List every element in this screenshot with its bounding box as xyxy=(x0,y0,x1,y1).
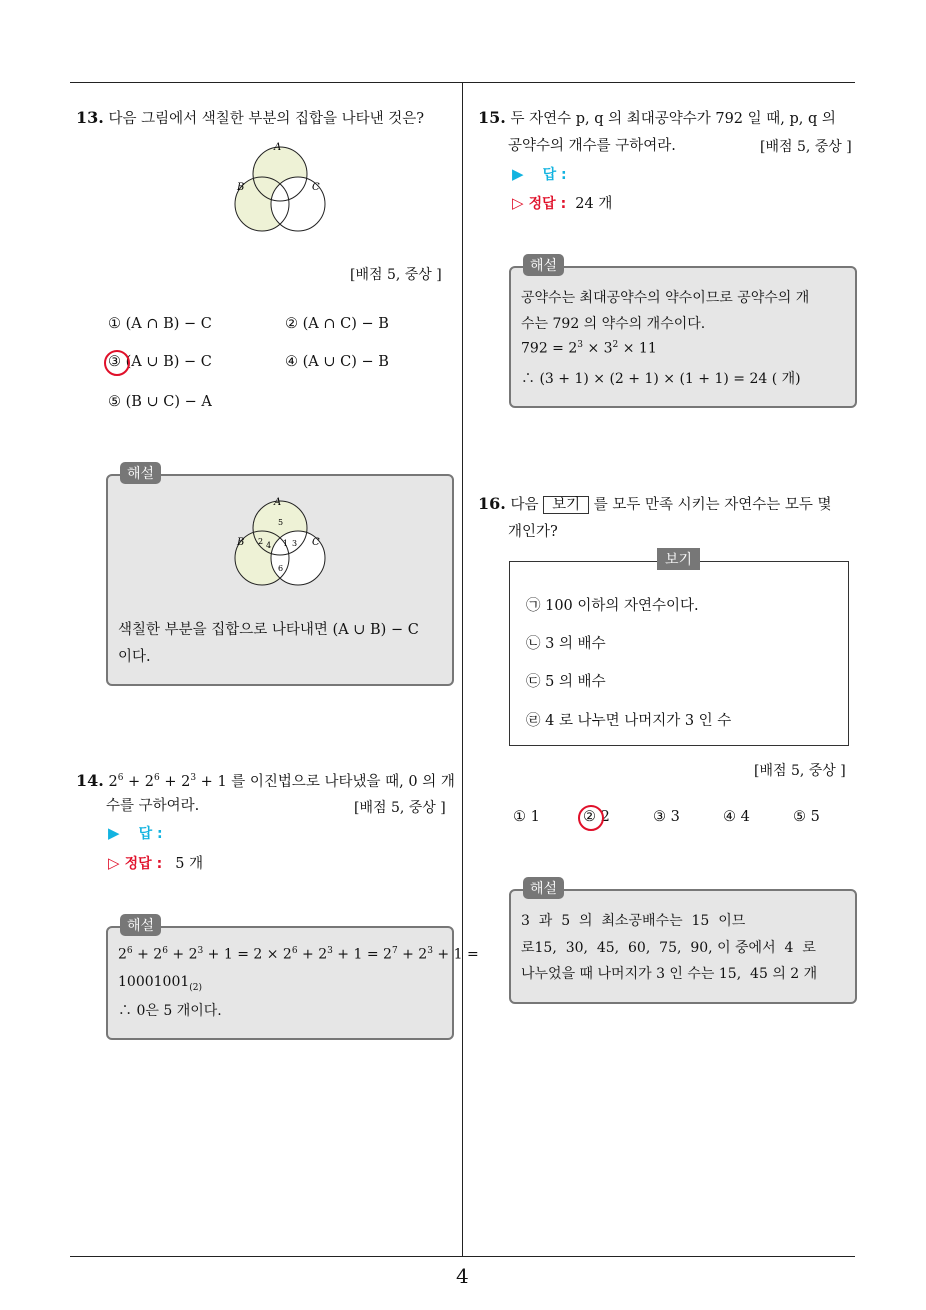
q14-answer-row xyxy=(108,823,163,843)
q13-solution-venn xyxy=(225,494,335,594)
q16-bogi-item-1: ㉠ 100 이하의 자연수이다. xyxy=(526,598,699,614)
q16-solution-line-2: 로15, 30, 45, 60, 75, 90, 이 중에서 4 로 xyxy=(521,940,816,956)
q16-option-5[interactable]: ⑤ 5 xyxy=(793,809,820,825)
q14-sol-exp-4: 6 xyxy=(291,946,298,956)
q14-answer-label[interactable]: 답 : xyxy=(138,826,163,842)
q15-correct-label: 정답 : xyxy=(528,196,567,212)
q15-solution-line-4: ∴ (3 + 1) × (2 + 1) × (1 + 1) = 24 ( 개) xyxy=(521,371,801,387)
q13-sol-venn-num-3: 3 xyxy=(292,539,298,548)
q16-solution-tag: 해설 xyxy=(523,877,564,899)
q13-solution-tag: 해설 xyxy=(120,462,161,484)
q15-solution-line-2: 수는 792 의 약수의 개수이다. xyxy=(521,316,706,332)
q14-sol-exp-5: 3 xyxy=(327,946,333,956)
q14-sol-2: 10001001 xyxy=(118,974,190,990)
q14-sol-sub-2: (2) xyxy=(189,982,203,993)
bottom-rule xyxy=(70,1256,855,1257)
q15-number: 15. xyxy=(478,108,506,127)
q14-sol-exp-2: 6 xyxy=(162,946,168,956)
q15-question-line-2: 공약수의 개수를 구하여라. xyxy=(508,138,676,154)
q13-sol-venn-num-5: 5 xyxy=(278,518,284,527)
q15-correct-arrow-icon: ▷ xyxy=(512,194,524,212)
q14-sol-1b: + 2 xyxy=(167,946,198,963)
q14-sol-1f: + 2 xyxy=(397,946,428,963)
q16-bogi-tag: 보기 xyxy=(657,548,700,570)
q14-sol-exp-7: 3 xyxy=(427,946,433,956)
q15-question-line-1 xyxy=(478,104,836,133)
q15-correct-row xyxy=(512,192,612,213)
q15-correct-value: 24 개 xyxy=(575,196,613,212)
q15-answer-arrow-icon: ▶ xyxy=(512,165,524,183)
q14-sol-1a: + 2 xyxy=(132,946,163,963)
q14-question-line-1: 14. $2^6 + 2^6 + 2^3 + 1$ 를 이진법으로 나타냈을 때, 0 의 개 xyxy=(76,770,455,790)
q13-sol-venn-label-b: B xyxy=(237,537,245,548)
q14-solution-line-2 xyxy=(118,974,202,993)
q13-sol-venn-num-4: 4 xyxy=(266,541,272,550)
q14-exp-a: 6 xyxy=(117,773,124,783)
q15-sol-exp-2: 2 xyxy=(612,340,619,350)
q16-number: 16. xyxy=(478,494,506,513)
q13-solution-text-2: 이다. xyxy=(118,649,151,665)
q14-sol-1g: + 1 = xyxy=(432,946,479,963)
q15-solution-line-1: 공약수는 최대공약수의 약수이므로 공약수의 개 xyxy=(521,290,810,306)
q15-sol-3c: × 11 xyxy=(618,340,657,357)
q15-sol-exp-1: 3 xyxy=(577,340,583,350)
q14-solution-line-1: $2^6 + 2^6 + 2^3 + 1 = 2 \times 2^6 + 2^3 + 1 = 2^7 + 2^3 + 1$ = xyxy=(118,946,479,963)
q14-correct-value: 5 개 xyxy=(175,856,204,872)
q15-answer-label[interactable]: 답 : xyxy=(542,167,567,183)
q15-solution-line-3 xyxy=(521,340,657,357)
q14-text-b: + 2 xyxy=(123,773,155,790)
q13-sol-venn-label-a: A xyxy=(274,497,282,508)
q16-text-1b: 를 모두 만족 시키는 자연수는 모두 몇 xyxy=(593,497,832,513)
q13-score: [배점 5, 중상 ] xyxy=(350,267,442,283)
q16-bogi-item-3: ㉢ 5 의 배수 xyxy=(526,674,606,690)
q16-solution-line-3: 나누었을 때 나머지가 3 인 수는 15, 45 의 2 개 xyxy=(521,966,818,982)
q15-solution-tag: 해설 xyxy=(523,254,564,276)
q14-correct-row xyxy=(108,852,203,873)
q15-answer-row xyxy=(512,164,567,184)
q14-sol-exp-1: 6 xyxy=(126,946,133,956)
q14-sol-1d: + 2 xyxy=(297,946,328,963)
q16-option-2[interactable]: ② 2 xyxy=(583,809,610,825)
q13-venn-diagram xyxy=(225,138,335,242)
q13-selected-mark xyxy=(104,350,130,376)
q16-bogi-inline: 보기 xyxy=(543,496,589,514)
q14-solution-tag: 해설 xyxy=(120,914,161,936)
q16-bogi-item-2: ㉡ 3 의 배수 xyxy=(526,636,606,652)
q14-sol-exp-3: 3 xyxy=(197,946,204,956)
q13-option-1[interactable]: ① (A ∩ B) − C xyxy=(108,316,212,332)
q13-venn-label-a: A xyxy=(274,142,282,153)
q15-text-1: 두 자연수 p, q 의 최대공약수가 792 일 때, p, q 의 xyxy=(510,111,836,127)
q14-sol-1c: + 1 = 2 × 2 xyxy=(203,946,292,963)
q15-sol-3b: × 3 xyxy=(583,340,613,357)
q15-score: [배점 5, 중상 ] xyxy=(760,139,852,155)
q13-number: 13. xyxy=(76,108,104,127)
q14-solution-line-3: ∴ 0은 5 개이다. xyxy=(118,1003,222,1019)
q13-question xyxy=(76,104,424,133)
q13-option-4[interactable]: ④ (A ∪ C) − B xyxy=(285,354,389,370)
q13-sol-venn-num-6: 6 xyxy=(278,564,284,573)
q14-answer-arrow-icon: ▶ xyxy=(108,824,120,842)
q16-solution-line-1: 3 과 5 의 최소공배수는 15 이므 xyxy=(521,913,746,929)
q13-solution-text-1: 색칠한 부분을 집합으로 나타내면 (A ∪ B) − C xyxy=(118,622,419,638)
q14-number: 14. xyxy=(76,770,104,790)
q14-sol-exp-6: 7 xyxy=(391,946,398,956)
q14-exp-c: 3 xyxy=(190,773,197,783)
q13-text: 다음 그림에서 색칠한 부분의 집합을 나타낸 것은? xyxy=(108,111,425,127)
q14-correct-label: 정답 : xyxy=(124,856,163,872)
q14-question-line-2: 수를 구하여라. xyxy=(106,798,200,814)
q16-score: [배점 5, 중상 ] xyxy=(754,763,846,779)
q14-score: [배점 5, 중상 ] xyxy=(354,800,446,816)
q13-sol-venn-label-c: C xyxy=(312,537,320,548)
q14-text-d: + 1 를 이진법으로 나타냈을 때, 0 의 개 xyxy=(196,773,455,790)
q13-option-3[interactable]: ③ (A ∪ B) − C xyxy=(108,354,212,370)
q16-question-line-1 xyxy=(478,490,831,519)
q14-sol-1e: + 1 = 2 xyxy=(332,946,392,963)
q13-venn-label-c: C xyxy=(312,182,320,193)
q14-exp-b: 6 xyxy=(154,773,160,783)
q13-option-2[interactable]: ② (A ∩ C) − B xyxy=(285,316,389,332)
q16-selected-mark xyxy=(578,805,604,831)
q13-option-5[interactable]: ⑤ (B ∪ C) − A xyxy=(108,394,212,410)
q14-correct-arrow-icon: ▷ xyxy=(108,854,120,872)
q13-venn-label-b: B xyxy=(237,182,245,193)
q16-option-3[interactable]: ③ 3 xyxy=(653,809,680,825)
q13-sol-venn-num-1: 1 xyxy=(283,539,289,548)
page-number: 4 xyxy=(456,1264,469,1288)
q14-text-c: + 2 xyxy=(159,773,191,790)
q13-sol-venn-num-2: 2 xyxy=(258,537,264,546)
q16-option-4[interactable]: ④ 4 xyxy=(723,809,750,825)
column-divider xyxy=(462,82,463,1256)
q16-question-line-2: 개인가? xyxy=(508,524,558,540)
q16-option-1[interactable]: ① 1 xyxy=(513,809,540,825)
q16-text-1a: 다음 xyxy=(510,497,539,513)
q16-bogi-item-4: ㉣ 4 로 나누면 나머지가 3 인 수 xyxy=(526,713,732,729)
q15-sol-3a: 792 = 2 xyxy=(521,340,578,357)
